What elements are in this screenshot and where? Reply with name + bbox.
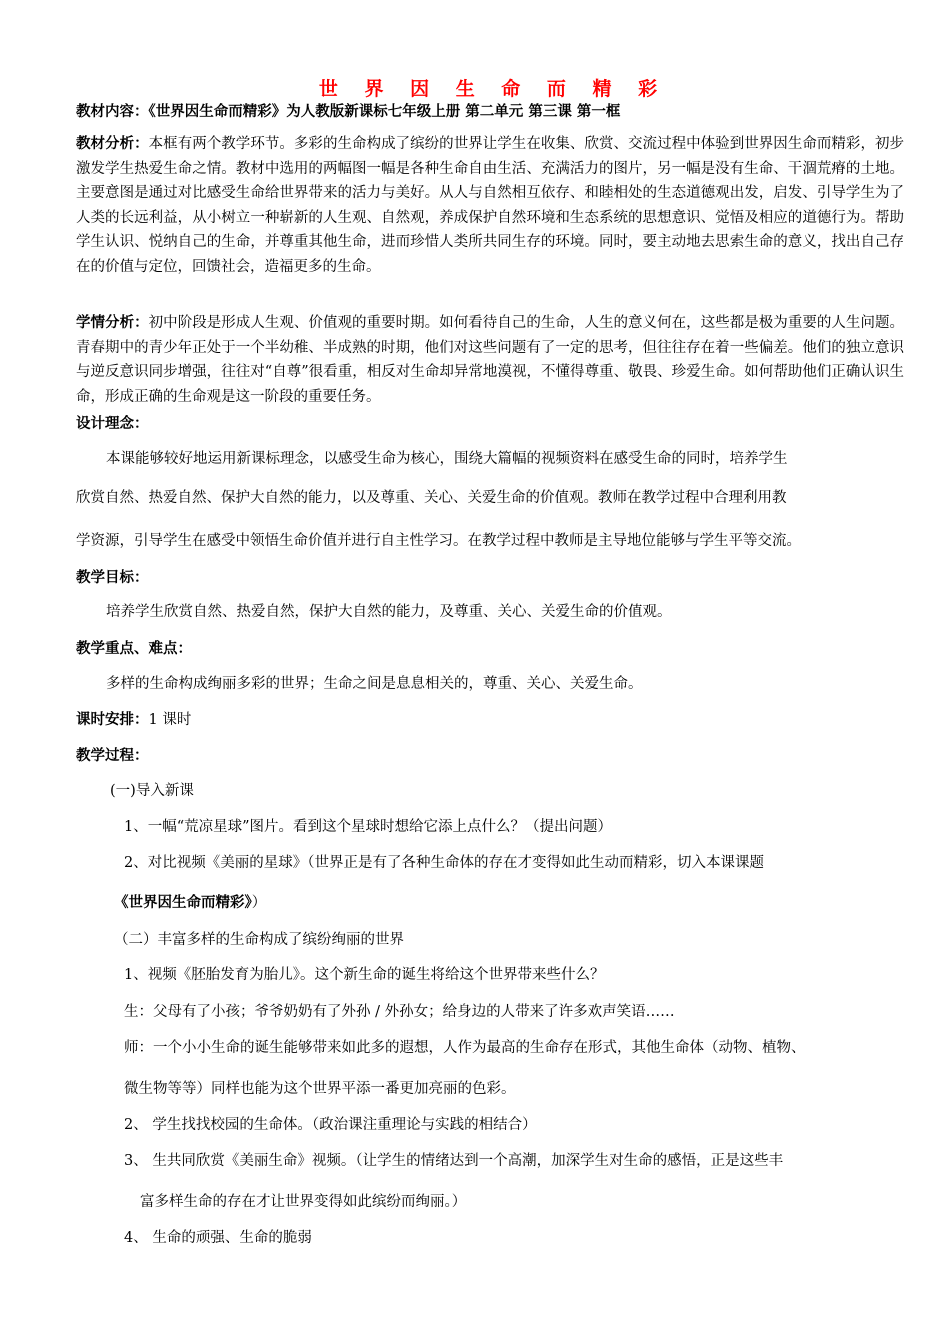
page-title: 世 界 因 生 命 而 精 彩 bbox=[318, 78, 668, 100]
learner-label: 学情分析： bbox=[76, 315, 149, 331]
teacher-remark-1: 师：一个小小生命的诞生能够带来如此多的遐想，人作为最高的生命存在形式，其他生命体（动物、植物、 bbox=[124, 1040, 806, 1056]
section-2-item-4: 4、 生命的顽强、生命的脆弱 bbox=[124, 1230, 312, 1246]
section-2-item-1: 1、视频《胚胎发育为胎儿》。这个新生命的诞生将给这个世界带来些什么？ bbox=[124, 967, 605, 983]
design-label: 设计理念： bbox=[76, 416, 149, 432]
teacher-remark-2: 微生物等等）同样也能为这个世界平添一番更加亮丽的色彩。 bbox=[124, 1081, 516, 1097]
design-line-3: 学资源，引导学生在感受中领悟生命价值并进行自主性学习。在教学过程中教师是主导地位能够与学生平等交流。 bbox=[76, 533, 801, 549]
lesson-title-ref: 《世界因生命而精彩》 bbox=[114, 895, 252, 911]
section-2-title: （二）丰富多样的生命构成了缤纷绚丽的世界 bbox=[114, 932, 404, 948]
content-line bbox=[76, 102, 620, 122]
section-2-item-3: 3、 生共同欣赏《美丽生命》视频。（让学生的情绪达到一个高潮，加深学生对生命的感悟，正是这些丰 bbox=[124, 1153, 784, 1169]
design-line-1: 本课能够较好地运用新课标理念，以感受生命为核心，围绕大篇幅的视频资料在感受生命的同时，培养学生 bbox=[106, 451, 788, 467]
section-1-item-1: 1、一幅“荒凉星球”图片。看到这个星球时想给它添上点什么？（提出问题） bbox=[124, 819, 613, 835]
key-label: 教学重点、难点： bbox=[76, 641, 192, 657]
section-1-item-2: 2、对比视频《美丽的星球》（世界正是有了各种生命体的存在才变得如此生动而精彩，切入本课课题 bbox=[124, 855, 764, 871]
content-text: 《世界因生命而精彩》为人教版新课标七年级上册 第二单元 第三课 第一框 bbox=[148, 104, 621, 120]
goal-text: 培养学生欣赏自然、热爱自然，保护大自然的能力，及尊重、关心、关爱生命的价值观。 bbox=[106, 604, 672, 620]
lesson-title-end: ） bbox=[251, 895, 267, 911]
analysis-paragraph bbox=[76, 132, 904, 280]
hours-label: 课时安排： bbox=[76, 712, 149, 728]
design-line-2: 欣赏自然、热爱自然、保护大自然的能力，以及尊重、关心、关爱生命的价值观。教师在教学过程中合理利用教 bbox=[76, 490, 787, 506]
key-text: 多样的生命构成绚丽多彩的世界；生命之间是息息相关的，尊重、关心、关爱生命。 bbox=[106, 676, 643, 692]
section-1-title: (一)导入新课 bbox=[110, 783, 194, 799]
process-label: 教学过程： bbox=[76, 748, 149, 764]
analysis-text: 本框有两个教学环节。多彩的生命构成了缤纷的世界让学生在收集、欣赏、交流过程中体验到世界因生命而精彩，初步激发学生热爱生命之情。教材中选用的两幅图一幅是各种生命自由生活、充满活力的图片，另一幅是没有生命、干涸荒瘠的土地。主要意图是通过对比感受生命给世界带来的活力与美好。从人与自然相互依存、和睦相处的生态道德观出发，启发、引导学生为了人类的长远利益，从小树立一种崭新的人生观、自然观，养成保护自然环境和生态系统的思想意识、觉悟及相应的道德行为。帮助学生认识、悦纳自己的生命，并尊重其他生命，进而珍惜人类所共同生存的环境。同时，要主动地去思索生命的意义，找出自己存在的价值与定位，回馈社会，造福更多的生命。 bbox=[76, 136, 905, 275]
analysis-label: 教材分析： bbox=[76, 136, 149, 152]
section-2-item-2: 2、 学生找找校园的生命体。（政治课注重理论与实践的相结合） bbox=[124, 1117, 537, 1133]
content-label: 教材内容： bbox=[76, 104, 149, 120]
section-1-item-2-cont bbox=[114, 893, 266, 913]
hours-line bbox=[76, 710, 191, 730]
learner-paragraph bbox=[76, 311, 904, 409]
hours-text: 1 课时 bbox=[148, 712, 192, 728]
goal-label: 教学目标： bbox=[76, 570, 149, 586]
section-2-item-3-cont: 富多样生命的存在才让世界变得如此缤纷而绚丽。） bbox=[140, 1194, 467, 1210]
learner-text: 初中阶段是形成人生观、价值观的重要时期。如何看待自己的生命，人生的意义何在，这些都是极为重要的人生问题。青春期中的青少年正处于一个半幼稚、半成熟的时期，他们对这些问题有了一定的思考，但往往存在着一些偏差。他们的独立意识与逆反意识同步增强，往往对“自尊”很看重，相反对生命却异常地漠视，不懂得尊重、敬畏、珍爱生命。如何帮助他们正确认识生命，形成正确的生命观是这一阶段的重要任务。 bbox=[76, 315, 905, 405]
student-answer: 生：父母有了小孩；爷爷奶奶有了外孙 / 外孙女；给身边的人带来了许多欢声笑语…… bbox=[124, 1004, 675, 1020]
